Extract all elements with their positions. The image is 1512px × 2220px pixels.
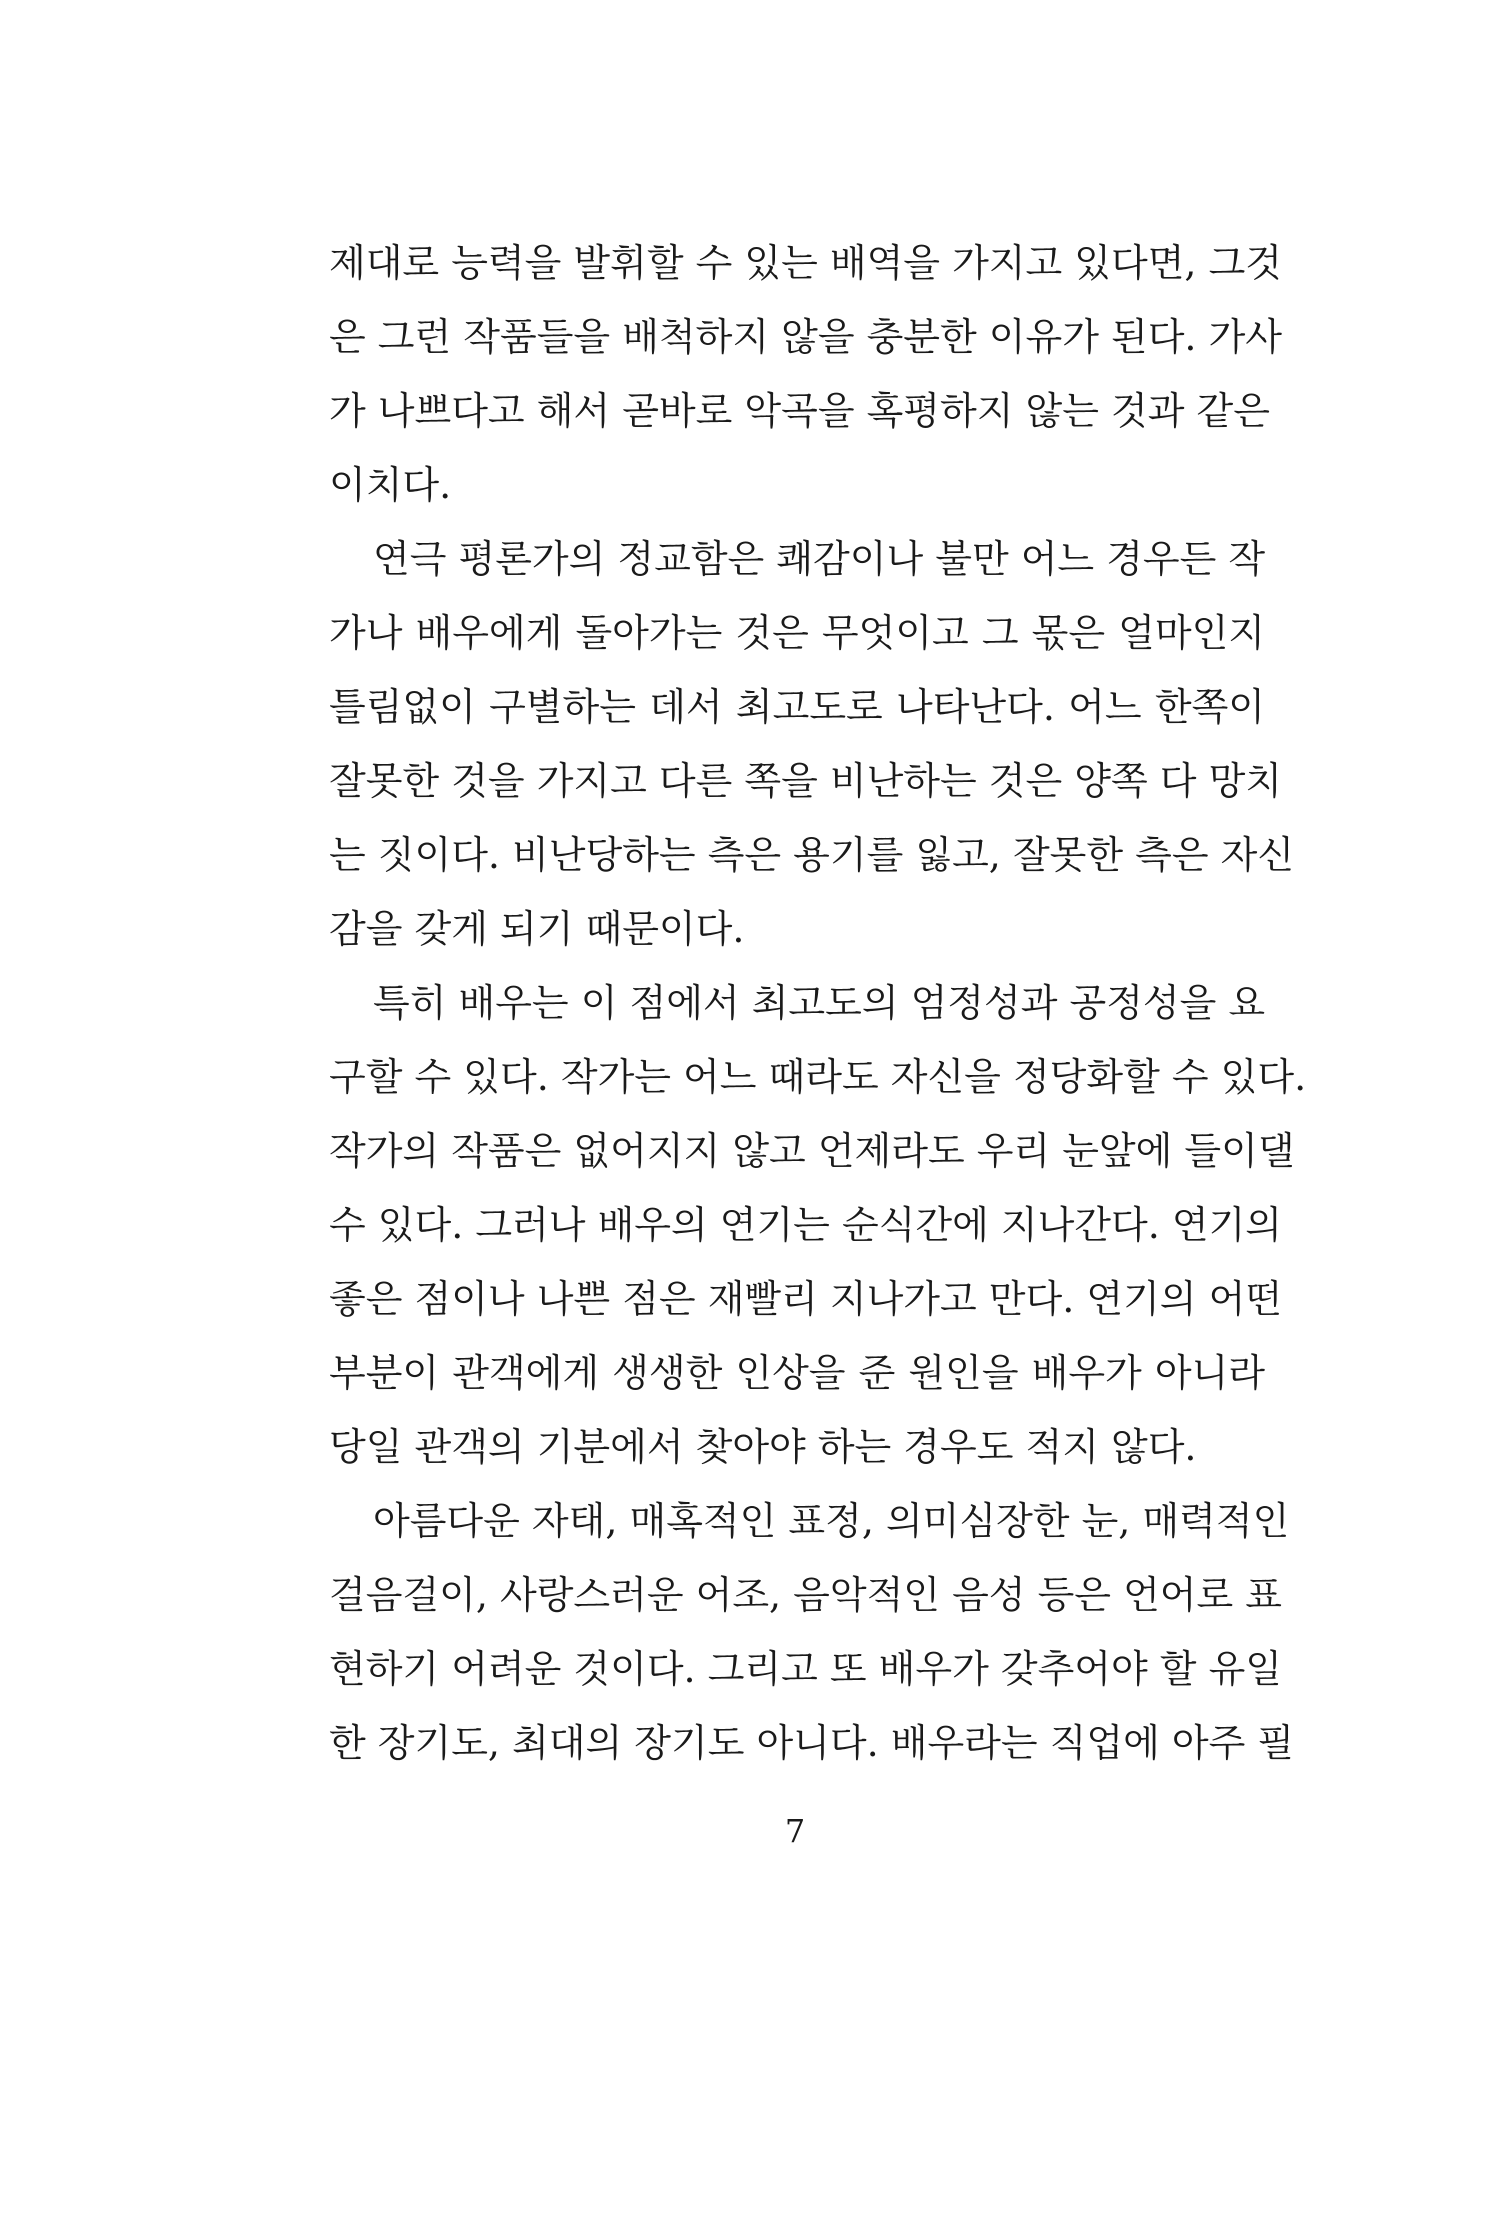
text-line: 제대로 능력을 발휘할 수 있는 배역을 가지고 있다면, 그것 (329, 241, 1282, 285)
text-line: 가나 배우에게 돌아가는 것은 무엇이고 그 몫은 얼마인지 (329, 611, 1265, 655)
text-line: 는 짓이다. 비난당하는 측은 용기를 잃고, 잘못한 측은 자신 (329, 833, 1295, 877)
text-line: 걸음걸이, 사랑스러운 어조, 음악적인 음성 등은 언어로 표 (329, 1573, 1282, 1617)
text-line: 감을 갖게 되기 때문이다. (329, 907, 745, 951)
text-line: 잘못한 것을 가지고 다른 쪽을 비난하는 것은 양쪽 다 망치 (329, 759, 1282, 803)
paragraph-first-line: 특히 배우는 이 점에서 최고도의 엄정성과 공정성을 요 (373, 981, 1266, 1025)
text-line: 수 있다. 그러나 배우의 연기는 순식간에 지나간다. 연기의 (329, 1203, 1282, 1247)
text-line: 은 그런 작품들을 배척하지 않을 충분한 이유가 된다. 가사 (329, 315, 1282, 359)
text-line: 구할 수 있다. 작가는 어느 때라도 자신을 정당화할 수 있다. (329, 1055, 1307, 1099)
text-line: 가 나쁘다고 해서 곧바로 악곡을 혹평하지 않는 것과 같은 (329, 389, 1270, 433)
text-line: 현하기 어려운 것이다. 그리고 또 배우가 갖추어야 할 유일 (329, 1647, 1282, 1691)
paragraph-first-line: 연극 평론가의 정교함은 쾌감이나 불만 어느 경우든 작 (373, 537, 1266, 581)
paragraph-first-line: 아름다운 자태, 매혹적인 표정, 의미심장한 눈, 매력적인 (373, 1499, 1290, 1543)
text-line: 부분이 관객에게 생생한 인상을 준 원인을 배우가 아니라 (329, 1351, 1265, 1395)
text-line: 한 장기도, 최대의 장기도 아니다. 배우라는 직업에 아주 필 (329, 1721, 1295, 1765)
text-line: 좋은 점이나 나쁜 점은 재빨리 지나가고 만다. 연기의 어떤 (329, 1277, 1282, 1321)
body-text (329, 226, 1307, 1780)
text-line: 틀림없이 구별하는 데서 최고도로 나타난다. 어느 한쪽이 (329, 685, 1265, 729)
text-line: 당일 관객의 기분에서 찾아야 하는 경우도 적지 않다. (329, 1425, 1197, 1469)
text-line: 이치다. (329, 463, 452, 507)
text-line: 작가의 작품은 없어지지 않고 언제라도 우리 눈앞에 들이댈 (329, 1129, 1295, 1173)
page-number: 7 (784, 1812, 806, 1850)
